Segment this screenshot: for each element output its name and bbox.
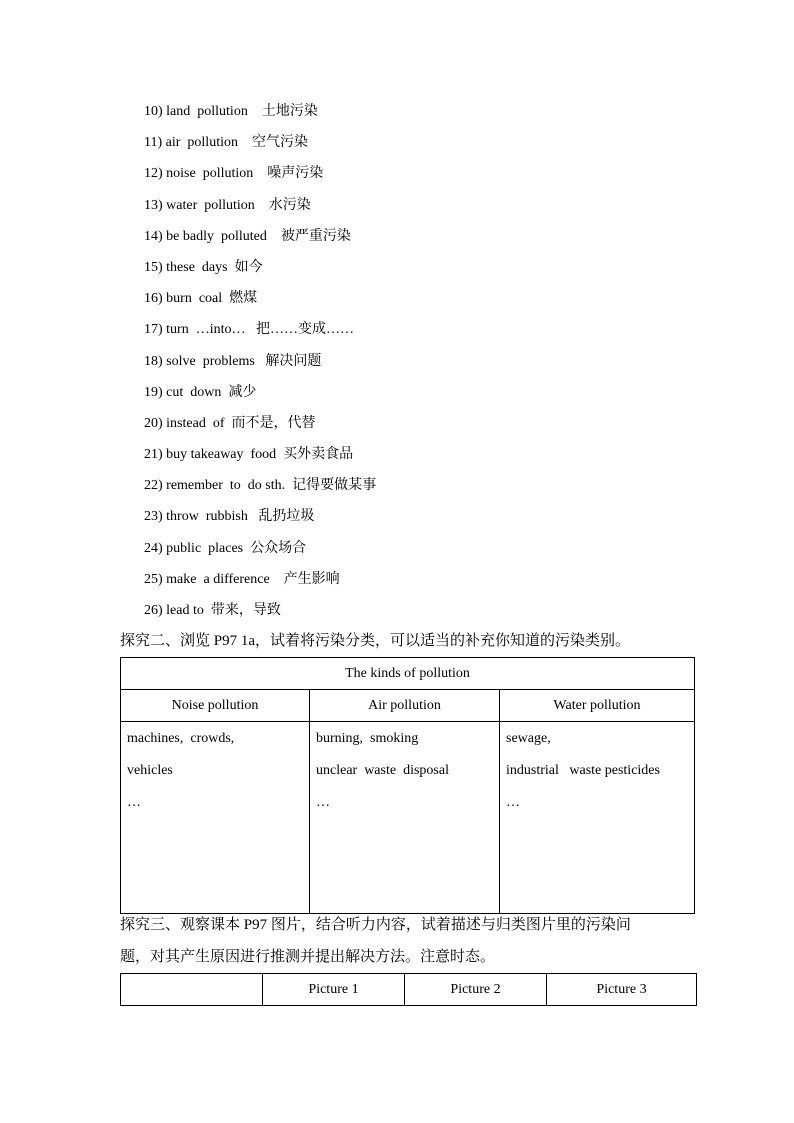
- vocab-item: 19) cut down 减少: [144, 384, 257, 400]
- column-header-air: Air pollution: [310, 690, 500, 722]
- table-title: The kinds of pollution: [121, 658, 695, 690]
- water-pollution-cell: [500, 722, 695, 914]
- vocab-item: 17) turn …into… 把……变成……: [144, 322, 354, 338]
- vocab-item: 12) noise pollution 噪声污染: [144, 166, 324, 182]
- vocab-item: 24) public places 公众场合: [144, 540, 307, 556]
- vocab-item: 11) air pollution 空气污染: [144, 135, 308, 151]
- picture-1-header: Picture 1: [263, 974, 405, 1006]
- vocab-item: 25) make a difference 产生影响: [144, 571, 340, 587]
- cell-line: industrial waste pesticides: [506, 763, 660, 778]
- vocab-item: 10) land pollution 土地污染: [144, 104, 318, 119]
- vocab-item: 22) remember to do sth. 记得要做某事: [144, 478, 377, 494]
- column-header-noise: Noise pollution: [121, 690, 310, 722]
- vocab-item: 20) instead of 而不是，代替: [144, 415, 316, 431]
- vocab-item: 21) buy takeaway food 买外卖食品: [144, 447, 354, 463]
- air-pollution-cell: [310, 722, 500, 914]
- vocab-item: 23) throw rubbish 乱扔垃圾: [144, 509, 315, 525]
- noise-pollution-cell: [121, 722, 310, 914]
- vocab-item: 16) burn coal 燃煤: [144, 291, 258, 307]
- vocab-item: 13) water pollution 水污染: [144, 197, 311, 213]
- cell-line: …: [316, 795, 330, 810]
- vocab-item: 14) be badly polluted 被严重污染: [144, 228, 351, 244]
- cell-line: machines, crowds,: [127, 731, 235, 746]
- cell-line: …: [506, 795, 520, 810]
- picture-3-header: Picture 3: [547, 974, 697, 1006]
- cell-line: unclear waste disposal: [316, 763, 449, 778]
- column-header-water: Water pollution: [500, 690, 695, 722]
- vocab-item: 15) these days 如今: [144, 259, 263, 275]
- cell-line: burning, smoking: [316, 731, 419, 746]
- vocab-item: 18) solve problems 解决问题: [144, 353, 322, 369]
- cell-line: vehicles: [127, 763, 173, 778]
- cell-line: sewage,: [506, 731, 551, 746]
- cell-line: …: [127, 795, 141, 810]
- task-three-instruction-line-2: 题，对其产生原因进行推测并提出解决方法。注意时态。: [120, 949, 496, 965]
- vocabulary-list: [144, 100, 704, 630]
- task-two-instruction: 探究二、浏览 P97 1a，试着将污染分类，可以适当的补充你知道的污染类别。: [120, 633, 631, 649]
- blank-header-cell: [121, 974, 263, 1006]
- pollution-kinds-table: [120, 657, 695, 914]
- vocab-item: 26) lead to 带来，导致: [144, 603, 281, 618]
- task-three-instruction-line-1: 探究三、观察课本 P97 图片，结合听力内容，试着描述与归类图片里的污染问: [120, 917, 631, 933]
- picture-table: [120, 973, 697, 1006]
- picture-2-header: Picture 2: [405, 974, 547, 1006]
